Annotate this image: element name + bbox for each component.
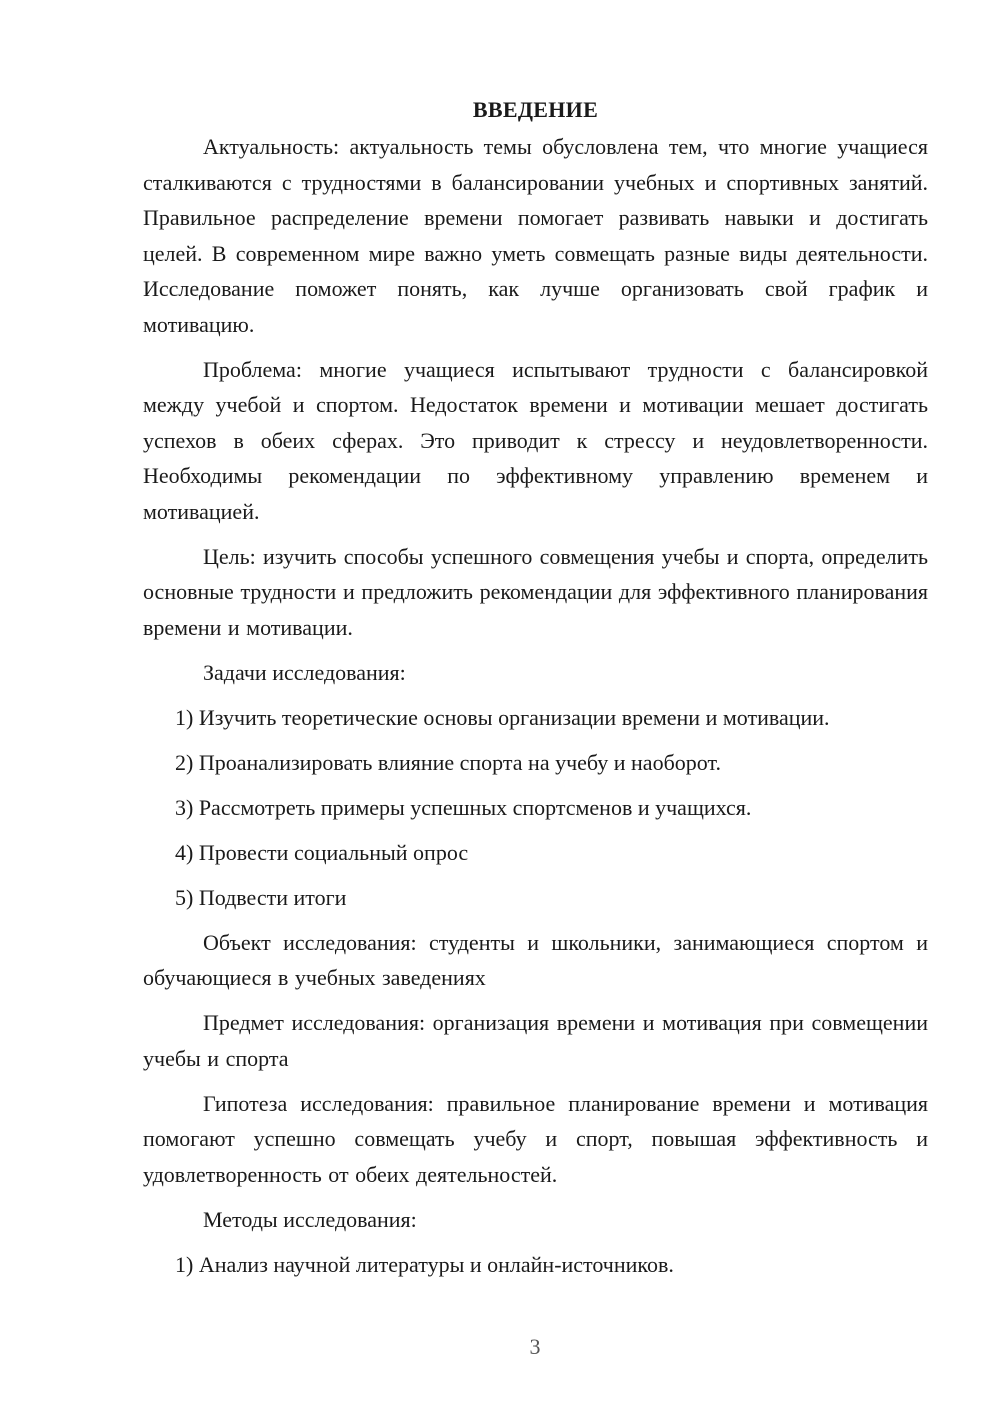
page-content xyxy=(143,92,928,1292)
methods-list xyxy=(143,1247,928,1283)
tasks-heading: Задачи исследования: xyxy=(203,659,406,685)
tasks-list xyxy=(143,700,928,916)
list-item: 3) Рассмотреть примеры успешных спортсменов и учащихся. xyxy=(175,794,752,820)
list-item: 1) Изучить теоретические основы организации времени и мотивации. xyxy=(175,704,830,730)
page-title: ВВЕДЕНИЕ xyxy=(472,97,599,122)
subject-paragraph: Предмет исследования: организация времени и мотивация при совмещении учебы и спорта xyxy=(143,1010,928,1071)
hypothesis-paragraph: Гипотеза исследования: правильное планирование времени и мотивация помогают успешно совмещать учебу и спорт, повышая эффективность и удовлетворенность от обеих деятельностей. xyxy=(143,1090,928,1187)
methods-heading: Методы исследования: xyxy=(203,1206,417,1232)
goal-paragraph: Цель: изучить способы успешного совмещения учебы и спорта, определить основные трудности и предложить рекомендации для эффективного планирования времени и мотивации. xyxy=(143,543,928,640)
object-paragraph: Объект исследования: студенты и школьники, занимающиеся спортом и обучающиеся в учебных заведениях xyxy=(143,929,928,990)
list-item: 4) Провести социальный опрос xyxy=(175,839,469,865)
relevance-paragraph: Актуальность: актуальность темы обусловлена тем, что многие учащиеся сталкиваются с трудностями в балансировании учебных и спортивных занятий. Правильное распределение времени помогает развивать навыки и достигать целей. В современном мире важно уметь совмещать разные виды деятельности. Исследование поможет понять, как лучше организовать свой график и мотивацию. xyxy=(143,134,928,337)
list-item: 2) Проанализировать влияние спорта на учебу и наоборот. xyxy=(175,749,721,775)
page-number: 3 xyxy=(529,1334,541,1359)
list-item: 5) Подвести итоги xyxy=(175,884,347,910)
list-item: 1) Анализ научной литературы и онлайн-источников. xyxy=(175,1251,674,1277)
problem-paragraph: Проблема: многие учащиеся испытывают трудности с балансировкой между учебой и спортом. Недостаток времени и мотивации мешает достигать успехов в обеих сферах. Это приводит к стрессу и неудовлетворенности. Необходимы рекомендации по эффективному управлению временем и мотивацией. xyxy=(143,356,928,524)
